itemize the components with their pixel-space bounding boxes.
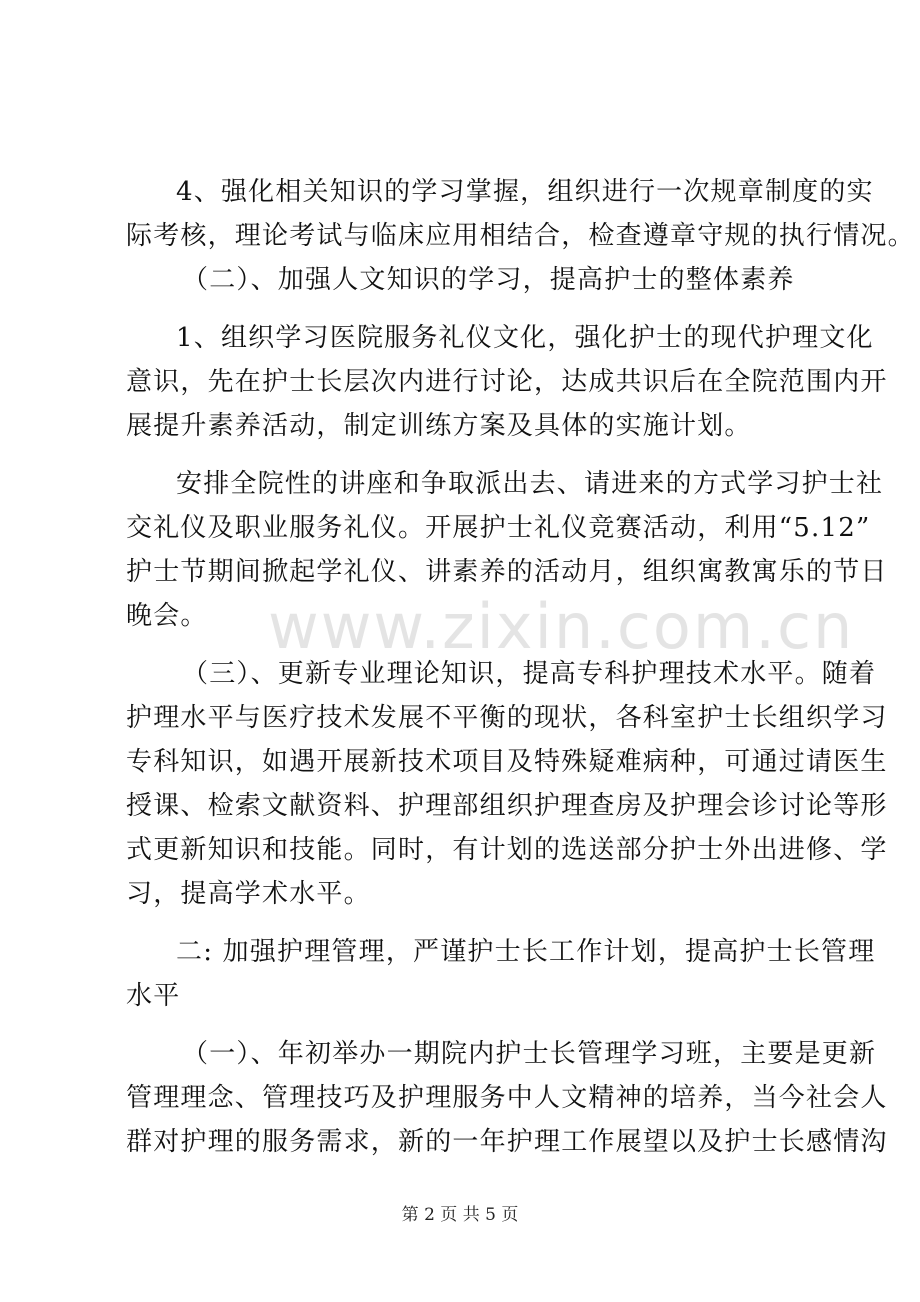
text-line: 意识，先在护士长层次内进行讨论，达成共识后在全院范围内开 [126, 367, 888, 397]
text-line: 4、强化相关知识的学习掌握，组织进行一次规章制度的实 [176, 177, 874, 207]
text-line: 管理理念、管理技巧及护理服务中人文精神的培养，当今社会人 [126, 1083, 888, 1113]
section-heading: （三）、更新专业理论知识，提高专科护理技术水平。随着 [182, 659, 877, 689]
section-heading: （一）、年初举办一期院内护士长管理学习班，主要是更新 [182, 1039, 877, 1069]
text-line: 专科知识，如遇开展新技术项目及特殊疑难病种，可通过请医生 [126, 747, 888, 777]
text-line: 水平 [126, 981, 181, 1011]
watermark-text: www.zixin.com.cn [268, 590, 855, 663]
text-line: 安排全院性的讲座和争取派出去、请进来的方式学习护士社 [176, 469, 884, 499]
text-line: 群对护理的服务需求，新的一年护理工作展望以及护士长感情沟 [126, 1127, 888, 1157]
text-line: 护理水平与医疗技术发展不平衡的现状，各科室护士长组织学习 [126, 703, 888, 733]
text-line: 习，提高学术水平。 [126, 879, 371, 909]
text-line: 护士节期间掀起学礼仪、讲素养的活动月，组织寓教寓乐的节日 [126, 557, 888, 587]
text-line: 1、组织学习医院服务礼仪文化，强化护士的现代护理文化 [176, 323, 874, 353]
text-line: 展提升素养活动，制定训练方案及具体的实施计划。 [126, 411, 752, 441]
document-body [126, 170, 915, 1164]
text-line: 交礼仪及职业服务礼仪。开展护士礼仪竞赛活动，利用“5.12” [126, 513, 871, 543]
text-line: 式更新知识和技能。同时，有计划的选送部分护士外出进修、学 [126, 835, 888, 865]
page-footer: 第 2 页 共 5 页 [401, 1205, 519, 1225]
text-line: 授课、检索文献资料、护理部组织护理查房及护理会诊讨论等形 [126, 791, 888, 821]
section-heading: （二）、加强人文知识的学习，提高护士的整体素养 [182, 265, 795, 295]
text-line: 际考核，理论考试与临床应用相结合，检查遵章守规的执行情况。 [126, 221, 915, 251]
section-heading: 二: 加强护理管理，严谨护士长工作计划，提高护士长管理 [176, 937, 876, 967]
text-line: 晚会。 [126, 601, 208, 631]
